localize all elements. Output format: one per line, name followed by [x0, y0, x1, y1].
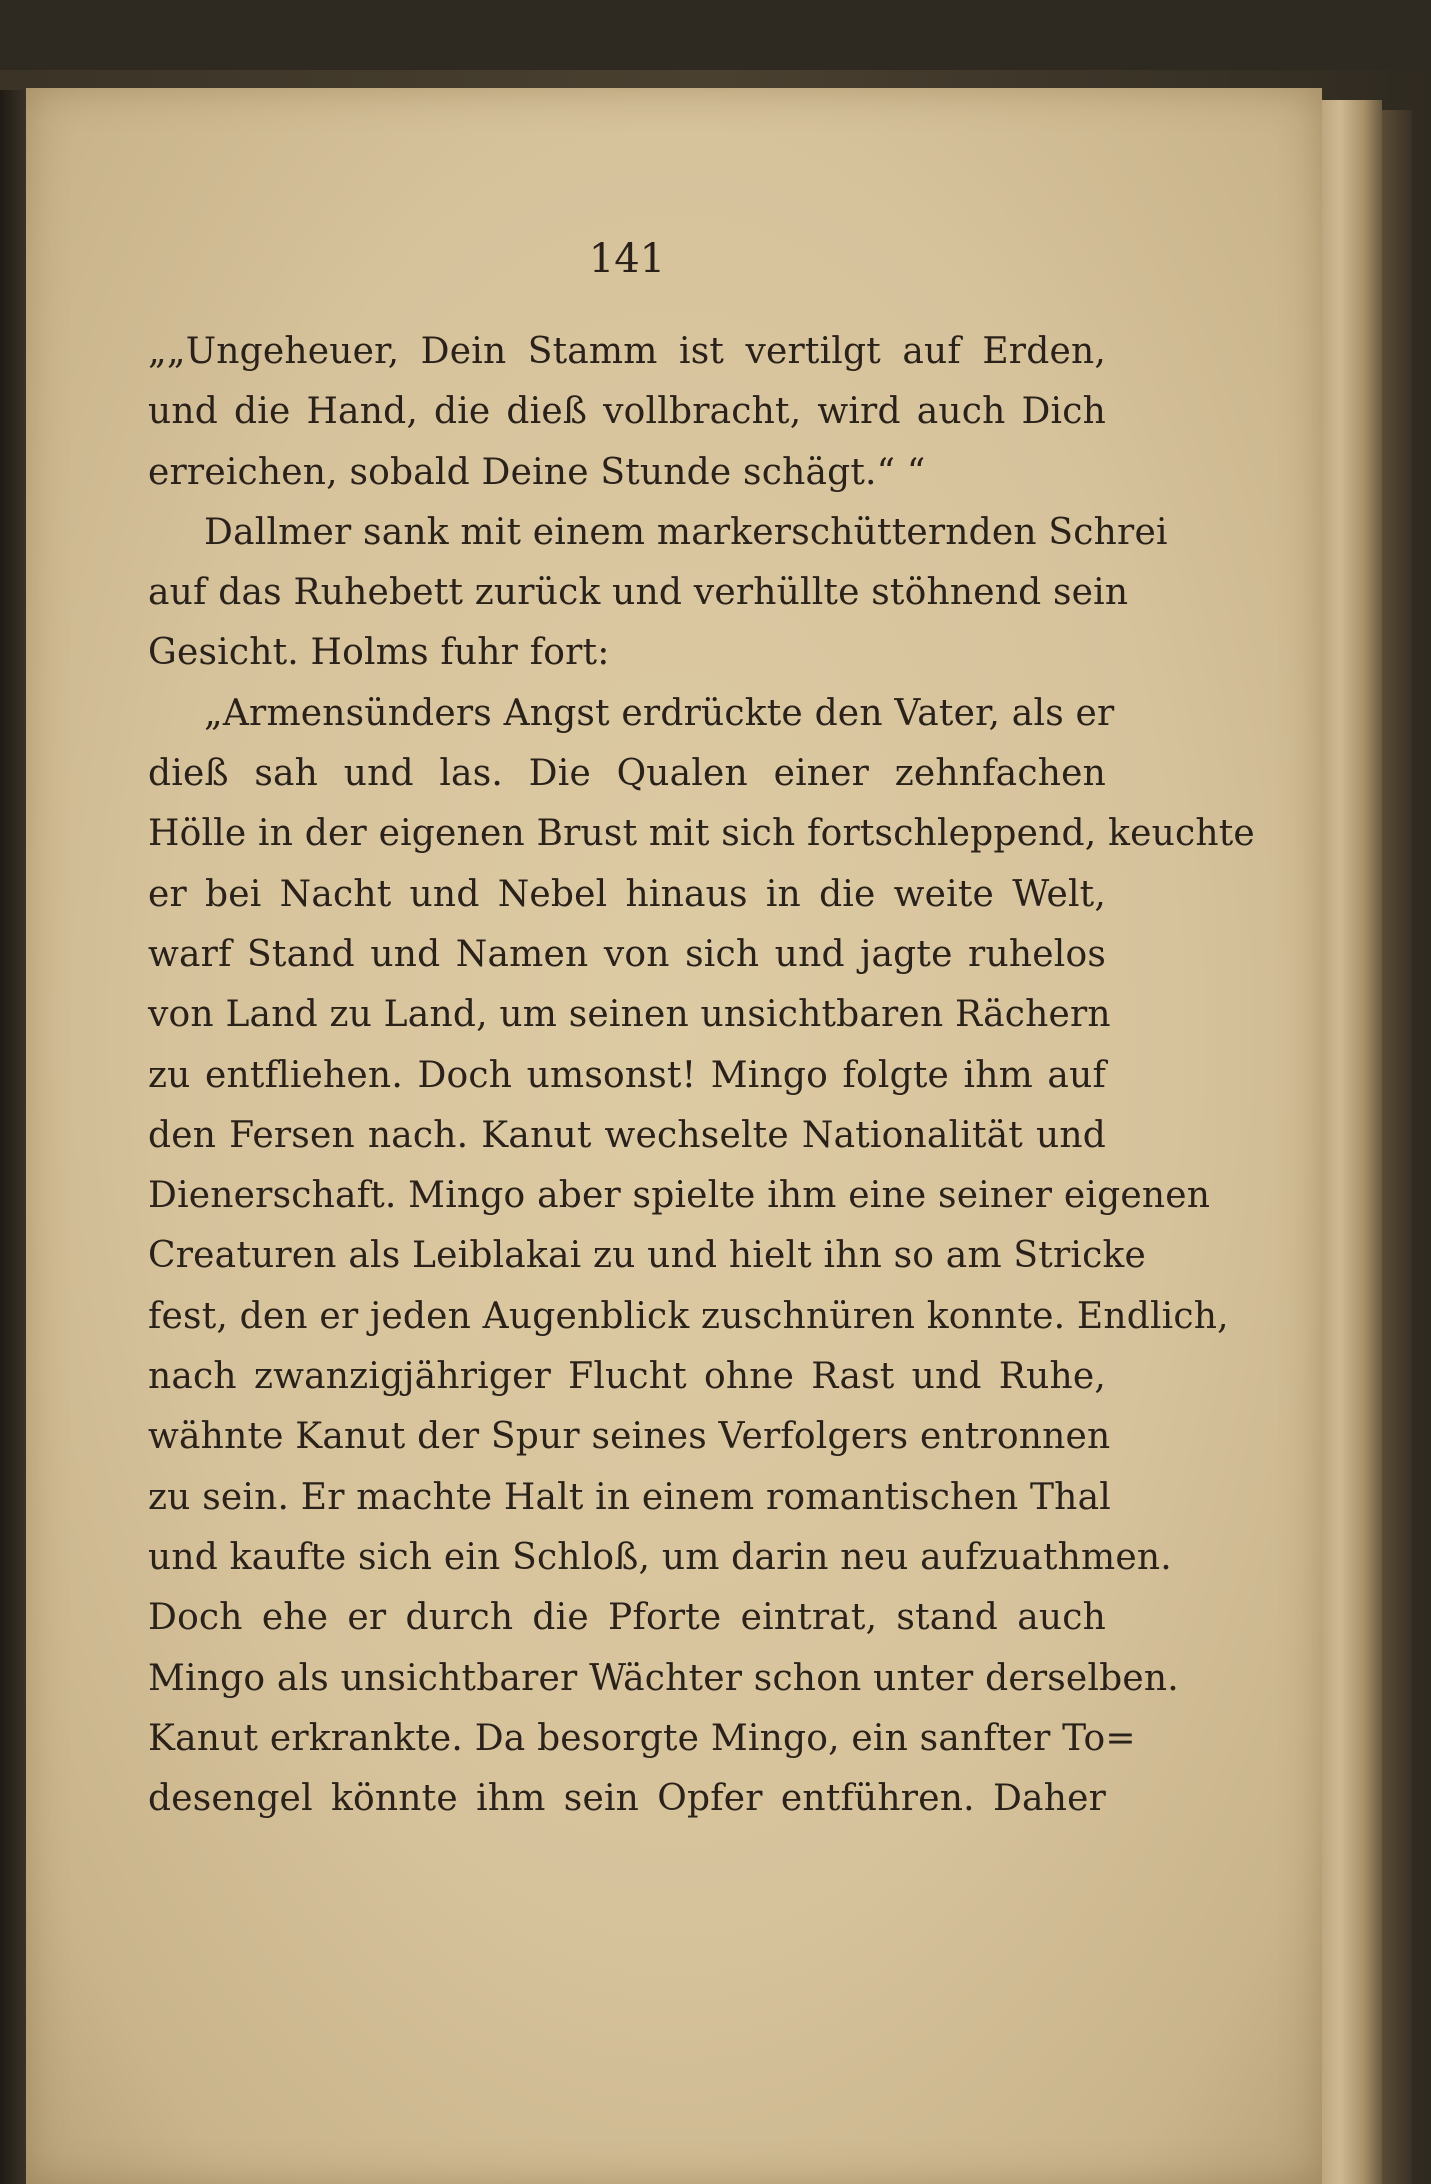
text-line: Gesicht. Holms fuhr fort: — [148, 632, 610, 674]
cover-back-edge — [1382, 110, 1412, 2184]
text-line: warf Stand und Namen von sich und jagte ruhelos — [148, 933, 1106, 975]
text-line: Doch ehe er durch die Pforte eintrat, stand auch — [148, 1597, 1106, 1639]
text-line: den Fersen nach. Kanut wechselte Nationalität und — [148, 1114, 1106, 1156]
text-line: „„Ungeheuer, Dein Stamm ist vertilgt auf Erden, — [148, 331, 1106, 372]
text-line: wähnte Kanut der Spur seines Verfolgers entronnen — [148, 1416, 1111, 1458]
text-line: Hölle in der eigenen Brust mit sich fortschleppend, keuchte — [148, 813, 1255, 855]
text-line: Creaturen als Leiblakai zu und hielt ihn so am Stricke — [148, 1235, 1146, 1277]
text-line: zu entfliehen. Doch umsonst! Mingo folgte ihm auf — [148, 1054, 1106, 1096]
text-line: Dienerschaft. Mingo aber spielte ihm eine seiner eigenen — [148, 1175, 1211, 1217]
body-text — [148, 322, 1255, 1829]
text-line: er bei Nacht und Nebel hinaus in die weite Welt, — [148, 873, 1106, 915]
text-line: von Land zu Land, um seinen unsichtbaren Rächern — [148, 994, 1111, 1036]
text-line: zu sein. Er machte Halt in einem romantischen Thal — [148, 1476, 1111, 1518]
text-line: Mingo als unsichtbarer Wächter schon unter derselben. — [148, 1657, 1179, 1699]
text-line: dieß sah und las. Die Qualen einer zehnfachen — [148, 753, 1106, 795]
text-line: und die Hand, die dieß vollbracht, wird auch Dich — [148, 391, 1106, 433]
text-line: desengel könnte ihm sein Opfer entführen. Daher — [148, 1778, 1106, 1820]
text-line: Kanut erkrankte. Da besorgte Mingo, ein sanfter To= — [148, 1717, 1136, 1759]
text-line: auf das Ruhebett zurück und verhüllte stöhnend sein — [148, 572, 1129, 614]
text-line: „Armensünders Angst erdrückte den Vater, als er — [204, 692, 1115, 734]
text-line: Dallmer sank mit einem markerschütternden Schrei — [204, 511, 1168, 553]
page-number: 141 — [588, 236, 666, 282]
text-line: fest, den er jeden Augenblick zuschnüren konnte. Endlich, — [148, 1295, 1229, 1337]
text-line: erreichen, sobald Deine Stunde schägt.“ “ — [148, 451, 926, 493]
page-stack-edge — [1322, 100, 1382, 2184]
text-line: nach zwanzigjähriger Flucht ohne Rast und Ruhe, — [148, 1356, 1106, 1398]
text-line: und kaufte sich ein Schloß, um darin neu aufzuathmen. — [148, 1536, 1172, 1578]
